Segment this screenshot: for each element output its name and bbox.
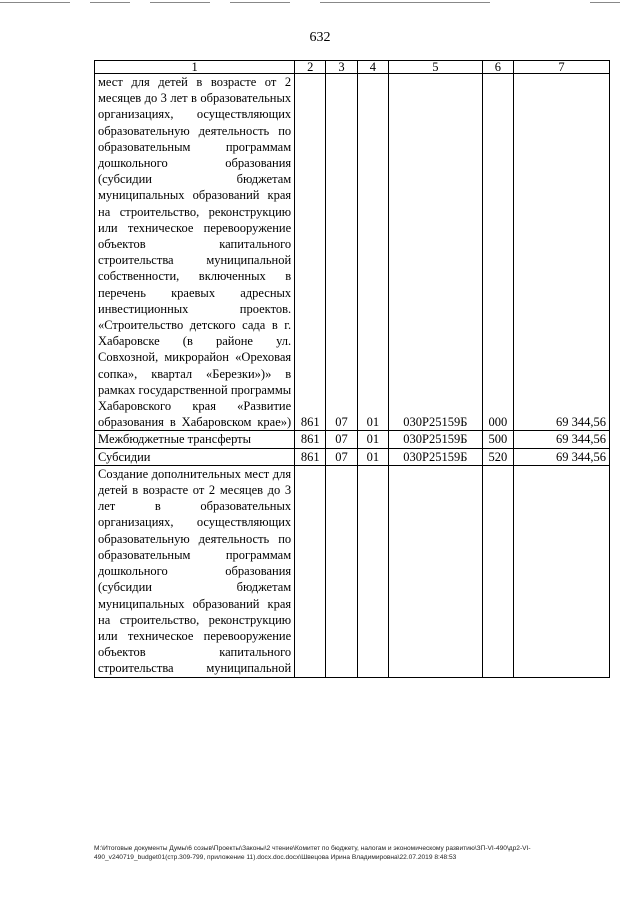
cell-col2 (295, 465, 326, 677)
cell-col6: 000 (482, 74, 513, 431)
cell-col7: 69 344,56 (514, 431, 610, 448)
header-cell: 7 (514, 61, 610, 74)
cell-col4: 01 (357, 448, 388, 465)
scan-top-edge (0, 0, 640, 6)
header-cell: 6 (482, 61, 513, 74)
row-name-cell: Создание дополнительных мест для детей в возрасте от 2 месяцев до 3 лет в образовательных организациях, осуществляющих образовательную деятельность по образовательным программам дошкольного образования (субсидии бюджетам муниципальных образований края на строительство, реконструкцию или техническое перевооружение объектов капитального строительства муниципальной (95, 465, 295, 677)
budget-table (94, 60, 610, 678)
cell-col7: 69 344,56 (514, 448, 610, 465)
cell-col5: 030Р25159Б (388, 74, 482, 431)
header-cell: 5 (388, 61, 482, 74)
table-row (95, 448, 610, 465)
row-name-cell: Межбюджетные трансферты (95, 431, 295, 448)
header-cell: 4 (357, 61, 388, 74)
cell-col5: 030Р25159Б (388, 431, 482, 448)
table-row (95, 74, 610, 431)
cell-col6: 520 (482, 448, 513, 465)
cell-col4: 01 (357, 74, 388, 431)
footer-line: 490_v240719_budget01(стр.309-799, приложение 11).docx.doc.docx\Швецова Ирина Владимировна\22.07.2019 8:48:53 (94, 853, 457, 861)
page-number: 632 (309, 30, 331, 45)
row-name-cell: мест для детей в возрасте от 2 месяцев до 3 лет в образовательных организациях, осуществляющих образовательную деятельность по образовательным программам дошкольного образования (субсидии бюджетам муниципальных образований края на строительство, реконструкцию или техническое перевооружение объектов капитального строительства муниципальной собственности, включенных в перечень краевых адресных инвестиционных проектов. «Строительство детского сада в г. Хабаровске (в районе ул. Совхозной, микрорайон «Ореховая сопка», квартал «Березки»)» в рамках государственной программы Хабаровского края «Развитие образования в Хабаровском крае») (95, 74, 295, 431)
header-cell: 1 (95, 61, 295, 74)
cell-col3: 07 (326, 448, 357, 465)
table-header-row (95, 61, 610, 74)
cell-col6 (482, 465, 513, 677)
footer-line: M:\Итоговые документы Думы\6 созыв\Проекты\Законы\2 чтение\Комитет по бюджету, налогам и экономическому развитию\ЗП-VI-490\др2-VI- (94, 845, 531, 852)
cell-col2: 861 (295, 74, 326, 431)
cell-col6: 500 (482, 431, 513, 448)
header-cell: 3 (326, 61, 357, 74)
cell-col7: 69 344,56 (514, 74, 610, 431)
cell-col4: 01 (357, 431, 388, 448)
header-cell: 2 (295, 61, 326, 74)
cell-col2: 861 (295, 431, 326, 448)
table-row (95, 431, 610, 448)
cell-col3 (326, 465, 357, 677)
cell-col4 (357, 465, 388, 677)
cell-col3: 07 (326, 431, 357, 448)
cell-col5 (388, 465, 482, 677)
cell-col2: 861 (295, 448, 326, 465)
cell-col7 (514, 465, 610, 677)
row-name-cell: Субсидии (95, 448, 295, 465)
file-path-footer (94, 845, 614, 862)
table-row (95, 465, 610, 677)
cell-col3: 07 (326, 74, 357, 431)
cell-col5: 030Р25159Б (388, 448, 482, 465)
